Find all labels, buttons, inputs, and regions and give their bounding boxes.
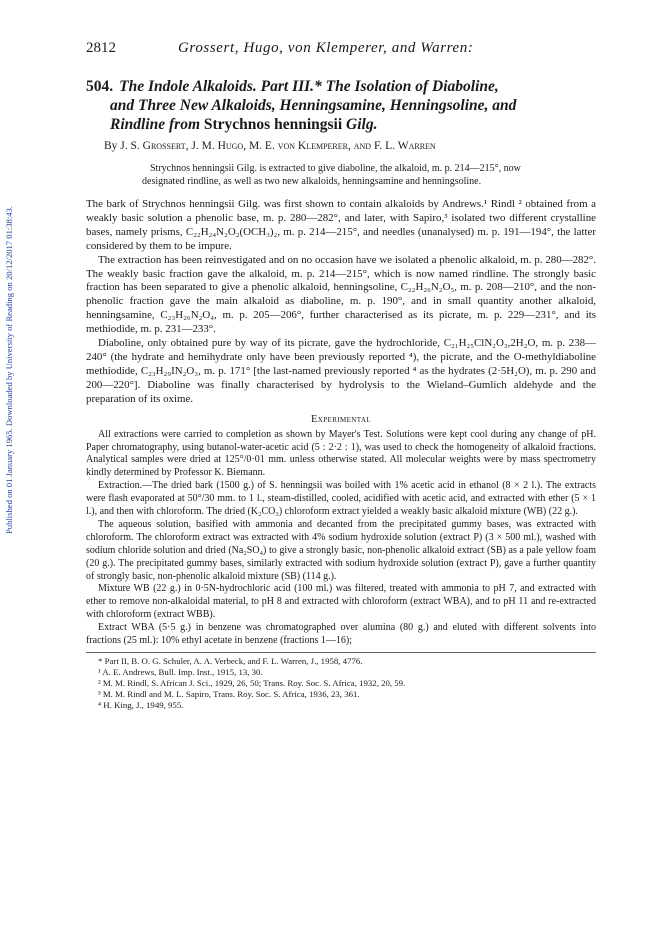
- abstract: Strychnos henningsii Gilg. is extracted to give diaboline, the alkaloid, m. p. 214—215°, now designated rindline, as well as two new alkaloids, henningsamine and henningsoline.: [142, 163, 521, 187]
- page-number: 2812: [86, 40, 116, 56]
- byline-by: By: [104, 140, 118, 152]
- article-number: 504.: [86, 78, 114, 95]
- experimental-section: [86, 429, 596, 648]
- byline: [104, 140, 596, 152]
- authors: J. S. Grossert, J. M. Hugo, M. E. von Klemperer, and F. L. Warren: [120, 140, 436, 152]
- title-line-3c: Gilg.: [346, 116, 378, 133]
- provenance-text[interactable]: Published on 01 January 1965. Downloaded by University of Reading on 20/12/2017 01:38:43.: [4, 206, 14, 534]
- experimental-paragraph-5: Extract WBA (5·5 g.) in benzene was chromatographed over alumina (80 g.) and eluted with different solvents into fractions (25 ml.): 10% ethyl acetate in benzene (fractions 1—16);: [86, 622, 596, 647]
- title-line-1: The Indole Alkaloids. Part III.* The Isolation of Diaboline,: [119, 78, 499, 95]
- footnote: ¹ A. E. Andrews, Bull. Imp. Inst., 1915, 13, 30.: [98, 667, 263, 677]
- page-header: [86, 40, 596, 57]
- journal-page: [86, 40, 596, 711]
- introduction: [86, 198, 596, 407]
- section-heading-experimental: Experimental: [310, 413, 372, 425]
- experimental-paragraph-2: Extraction.—The dried bark (1500 g.) of S. henningsii was boiled with 1% acetic acid in ethanol (8 × 2 l.). The extracts were flash evaporated at 50°/30 mm. to 1 l., steam-distilled, cooled, acidified with acetic acid, and extracted with ether (5 × 1 l.), and then with chloroform. The dried (K₂CO₃) chloroform extract yielded a weakly basic alkaloid mixture (WB) (22 g.).: [86, 480, 596, 518]
- title-line-3: [86, 115, 596, 134]
- intro-paragraph-3: Diaboline, only obtained pure by way of its picrate, gave the hydrochloride, C₂₁H₂₅ClN₂O₃,2H₂O, m. p. 238—240° (the hydrate and hemihydrate only have been previously reported ⁴), the picrate, and the O-methyldiaboline methiodide, C₂₃H₂₉IN₂O₃, m. p. 171° [the last-named previously reported ⁴ as the hydrates (2·5H₂O), m. p. 290 and 200—220°]. Diaboline was finally characterised by hydrolysis to the Wieland–Gumlich aldehyde and the preparation of its oxime.: [86, 337, 596, 405]
- footnote: * Part II, B. O. G. Schuler, A. A. Verbeck, and F. L. Warren, J., 1958, 4776.: [98, 656, 363, 666]
- title-line-3a: Rindline from: [110, 116, 201, 133]
- title-line-2: and Three New Alkaloids, Henningsamine, Henningsoline, and: [110, 97, 517, 114]
- footnote: ² M. M. Rindl, S. African J. Sci., 1929, 26, 50; Trans. Roy. Soc. S. Africa, 1932, 20, 59.: [98, 678, 406, 688]
- running-title: Grossert, Hugo, von Klemperer, and Warren:: [178, 40, 474, 56]
- experimental-paragraph-3: The aqueous solution, basified with ammonia and decanted from the precipitated gummy bases, was extracted with chloroform. The chloroform extract was extracted with 4% sodium hydroxide solution (extract P) (3 × 500 ml.), washed with sodium chloride solution and dried (Na₂SO₄) to give a strongly basic, non-phenolic alkaloid extract (SB) as a pale yellow foam (20 g.). The precipitated gummy bases, similarly extracted with sodium hydroxide solution (extract P), gave a further quantity of strongly basic, non-phenolic alkaloid mixture (SB) (114 g.).: [86, 518, 596, 582]
- article-title: [86, 77, 596, 134]
- experimental-paragraph-4: Mixture WB (22 g.) in 0·5N-hydrochloric acid (100 ml.) was filtered, treated with ammonia to pH 7, and extracted with ether to remove non-alkaloidal material, to pH 8 and extracted with chloroform (extract WBA), and to pH 11 and re-extracted with chloroform (extract WBB).: [86, 583, 596, 621]
- experimental-paragraph-1: All extractions were carried to completion as shown by Mayer's Test. Solutions were kept cool during any change of pH. Paper chromatography, using butanol-water-acetic acid (5 : 2·2 : 1), was used to check the homogeneity of alkaloid fractions. Analytical samples were dried at 125°/0·01 mm. unless otherwise stated. All molecular weights were by mass spectrometry kindly determined by Professor K. Biemann.: [86, 428, 596, 479]
- intro-paragraph-2: The extraction has been reinvestigated and on no occasion have we isolated a phenolic alkaloid, m. p. 280—282°. The weakly basic fraction gave the alkaloid, m. p. 214—215°, which is now named rindline. The strongly basic fraction has been separated to give a phenolic alkaloid, henningsoline, C₂₂H₂₆N₂O₅, m. p. 208—210°, and the non-phenolic fraction gave the main alkaloid as diaboline, m. p. 190°, and in small quantity another alkaloid, henningsamine, C₂₃H₂₆N₂O₄, m. p. 205—206°, further characterised as its picrate, m. p. 229—231°, and its methiodide, m. p. 231—233°.: [86, 253, 596, 336]
- footnote: ⁴ H. King, J., 1949, 955.: [98, 700, 184, 710]
- footnote: ³ M. M. Rindl and M. L. Sapiro, Trans. Roy. Soc. S. Africa, 1936, 23, 361.: [98, 689, 360, 699]
- provenance-sidebar: [2, 150, 16, 590]
- footnote-rule: [86, 652, 596, 653]
- intro-paragraph-1: The bark of Strychnos henningsii Gilg. was first shown to contain alkaloids by Andrews.¹ Rindl ² obtained from a weakly basic solution a phenolic base, m. p. 280—282°, and later, with Sapiro,³ isolated two different crystalline bases, namely prisms, C₂₂H₂₄N₂O₂(OCH₃)₂, m. p. 214—215°, and needles (unanalysed) m. p. 191—194°, the latter considered by them to be impure.: [86, 198, 596, 252]
- title-species: Strychnos henningsii: [203, 116, 343, 133]
- footnotes: [86, 656, 596, 711]
